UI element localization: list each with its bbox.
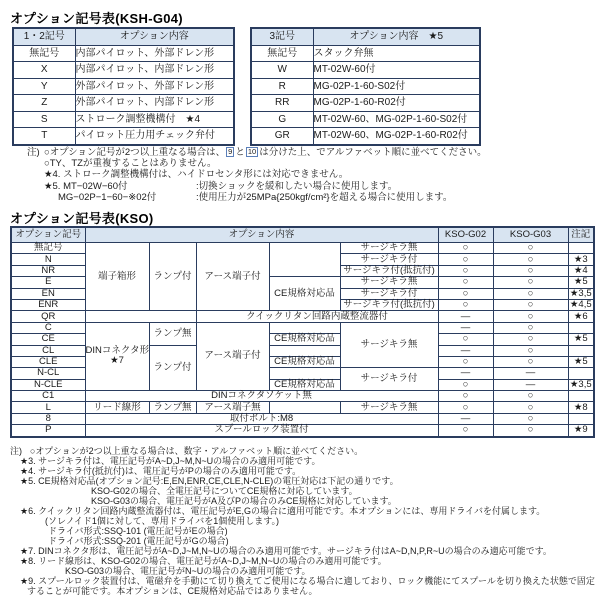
blank-cell bbox=[269, 368, 340, 379]
ksh-notes bbox=[27, 147, 487, 203]
din-connector-label: DINコネクタ形 bbox=[85, 345, 150, 357]
earth-terminal-cell: アース端子無 bbox=[196, 402, 269, 413]
kso-note-cell bbox=[568, 243, 594, 254]
note-line: ★3. サージキラ付は、電圧記号がA~D,J~M,N~Uの場合のみ適用可能です。 bbox=[20, 456, 321, 466]
kso-symbol-cell: CLE bbox=[11, 356, 85, 367]
content-cell: MT-02W-60、MG-02P-1-60-R02付 bbox=[313, 128, 480, 145]
kso-g03-cell: ○ bbox=[493, 322, 568, 333]
kso-symbol-cell: 8 bbox=[11, 413, 85, 424]
kso-note-cell: ★3,5 bbox=[568, 288, 594, 299]
note-line: ドライバ形式:SSQ-201 (電圧記号がGの場合) bbox=[48, 536, 229, 546]
note-line: ★6. クイックリタン回路内蔵整流器付は、電圧記号がE,Gの場合に適用可能です。本オプションには、専用ドライバを付属します。 bbox=[20, 506, 546, 516]
kso-table-title: オプション記号表(KSO) bbox=[10, 211, 154, 226]
symbol-cell: 無記号 bbox=[13, 45, 75, 62]
note-text: :切換ショックを緩和したい場合に使用します。 bbox=[196, 180, 398, 192]
note-line: ★7. DINコネクタ形は、電圧記号がA~D,J~M,N~Uの場合のみ適用可能です。サージキラ付はA~D,N,P,R~Uの場合のみ適応可能です。 bbox=[20, 546, 552, 556]
table-row bbox=[13, 62, 234, 79]
kso-g03-cell: ― bbox=[493, 368, 568, 379]
table-row bbox=[11, 402, 594, 413]
kso-note-cell bbox=[568, 391, 594, 402]
note-prefix: 注) bbox=[10, 446, 22, 456]
ksh2-header-content: オプション内容 ★5 bbox=[313, 28, 480, 45]
kso-symbol-cell: C1 bbox=[11, 391, 85, 402]
note-line: ドライバ形式:SSQ-101 (電圧記号がEの場合) bbox=[48, 526, 228, 536]
surge-killer-cell: サージキラ付 bbox=[340, 254, 438, 265]
note-label: MG−02P−1−60−※02付 bbox=[58, 191, 157, 203]
table-row bbox=[13, 78, 234, 95]
body-type-cell: 端子箱形 bbox=[85, 243, 149, 311]
blank-cell bbox=[269, 345, 340, 356]
content-cell: MT-02W-60、MG-02P-1-60-S02付 bbox=[313, 111, 480, 128]
note-line: ★4. ストローク調整機構付は、ハイドロセンタ形には対応できません。 bbox=[44, 169, 349, 181]
table-row bbox=[11, 425, 594, 437]
lamp-cell: ランプ無 bbox=[149, 322, 196, 345]
note-line: することが可能です。本オプションは、CE規格対応品ではありません。 bbox=[27, 586, 318, 596]
symbol-cell: RR bbox=[251, 95, 313, 112]
lamp-cell: ランプ付 bbox=[149, 243, 196, 311]
ksh2-header-symbol: 3記号 bbox=[251, 28, 313, 45]
surge-killer-cell: サージキラ付(抵抗付) bbox=[340, 299, 438, 310]
kso-header-note: 注記 bbox=[568, 227, 594, 243]
kso-header-g02: KSO-G02 bbox=[438, 227, 493, 243]
kso-g02-cell: ○ bbox=[438, 379, 493, 390]
body-type-cell: リード線形 bbox=[85, 402, 149, 413]
symbol-cell: G bbox=[251, 111, 313, 128]
din-socket-none-cell: DINコネクタソケット無 bbox=[85, 391, 438, 402]
kso-symbol-cell: ENR bbox=[11, 299, 85, 310]
table-row bbox=[13, 95, 234, 112]
blank-cell bbox=[269, 322, 340, 333]
ksh1-header-content: オプション内容 bbox=[75, 28, 234, 45]
table-row bbox=[251, 111, 480, 128]
note-line bbox=[44, 181, 487, 192]
blank-cell bbox=[269, 243, 340, 277]
lamp-cell: ランプ付 bbox=[149, 345, 196, 391]
kso-header-symbol: オプション記号 bbox=[11, 227, 85, 243]
kso-symbol-cell: E bbox=[11, 277, 85, 288]
kso-g02-cell: ○ bbox=[438, 243, 493, 254]
spool-lock-cell: スプールロック装置付 bbox=[85, 425, 438, 437]
kso-symbol-cell: 無記号 bbox=[11, 243, 85, 254]
kso-note-cell bbox=[568, 413, 594, 424]
kso-note-cell: ★5 bbox=[568, 277, 594, 288]
kso-note-cell: ★3 bbox=[568, 254, 594, 265]
content-cell: スタック弁無 bbox=[313, 45, 480, 62]
kso-header-content: オプション内容 bbox=[85, 227, 438, 243]
note-line: ★5. CE規格対応品(オプション記号:E,EN,ENR,CE,CLE,N-CLE)の電圧対応は下記の通りです。 bbox=[20, 476, 399, 486]
lamp-cell: ランプ無 bbox=[149, 402, 196, 413]
ksh-table-title: オプション記号表(KSH-G04) bbox=[10, 11, 183, 26]
blank-cell bbox=[269, 402, 340, 413]
kso-note-cell bbox=[568, 345, 594, 356]
table-row bbox=[251, 128, 480, 145]
earth-terminal-cell: アース端子付 bbox=[196, 243, 269, 311]
kso-note-cell bbox=[568, 322, 594, 333]
symbol-cell: GR bbox=[251, 128, 313, 145]
kso-g03-cell: ○ bbox=[493, 277, 568, 288]
note-text: :使用圧力が25MPa{250kgf/cm²}を超える場合に使用します。 bbox=[196, 191, 453, 203]
table-row bbox=[13, 111, 234, 128]
boxed-number-9: 9 bbox=[228, 147, 233, 156]
note-line: (ソレノイド1個に対して、専用ドライバを1個使用します。) bbox=[45, 516, 279, 526]
kso-g02-cell: ― bbox=[438, 311, 493, 322]
kso-g02-cell: ○ bbox=[438, 425, 493, 437]
kso-g03-cell: ○ bbox=[493, 402, 568, 413]
kso-g03-cell: ○ bbox=[493, 288, 568, 299]
kso-note-cell: ★5 bbox=[568, 334, 594, 345]
kso-symbol-cell: L bbox=[11, 402, 85, 413]
kso-g03-cell: ○ bbox=[493, 425, 568, 437]
table-row bbox=[11, 311, 594, 322]
kso-g02-cell: ○ bbox=[438, 391, 493, 402]
symbol-cell: S bbox=[13, 111, 75, 128]
table-header-row bbox=[251, 28, 480, 45]
note-text: ○オプション記号が2つ以上重なる場合は、 bbox=[44, 147, 226, 158]
note-text: は分けた上、でアルファベット順に並べてください。 bbox=[259, 147, 487, 158]
kso-g03-cell: ○ bbox=[493, 345, 568, 356]
surge-killer-cell: サージキラ無 bbox=[340, 322, 438, 368]
kso-note-cell: ★6 bbox=[568, 311, 594, 322]
kso-g03-cell: ○ bbox=[493, 413, 568, 424]
kso-g02-cell: ○ bbox=[438, 356, 493, 367]
ksh1-header-symbol: 1・2記号 bbox=[13, 28, 75, 45]
kso-g03-cell: ― bbox=[493, 379, 568, 390]
kso-option-table bbox=[10, 226, 595, 438]
surge-killer-cell: サージキラ付(抵抗付) bbox=[340, 265, 438, 276]
symbol-cell: W bbox=[251, 62, 313, 79]
symbol-cell: T bbox=[13, 128, 75, 145]
kso-g03-cell: ○ bbox=[493, 356, 568, 367]
table-header-row bbox=[11, 227, 594, 243]
content-cell: MG-02P-1-60-R02付 bbox=[313, 95, 480, 112]
kso-g03-cell: ○ bbox=[493, 265, 568, 276]
kso-note-cell: ★4 bbox=[568, 265, 594, 276]
note-prefix: 注) bbox=[27, 147, 40, 158]
symbol-cell: 無記号 bbox=[251, 45, 313, 62]
ce-standard-cell: CE規格対応品 bbox=[269, 334, 340, 345]
table-row bbox=[251, 78, 480, 95]
table-row bbox=[11, 243, 594, 254]
surge-killer-cell: サージキラ付 bbox=[340, 368, 438, 391]
kso-symbol-cell: EN bbox=[11, 288, 85, 299]
note-line: KSO-G03の場合、電圧記号がN~Uの場合のみ適用可能です。 bbox=[65, 566, 311, 576]
content-cell: 内部パイロット、内部ドレン形 bbox=[75, 62, 234, 79]
symbol-cell: Z bbox=[13, 95, 75, 112]
ce-standard-cell: CE規格対応品 bbox=[269, 356, 340, 367]
kso-note-cell: ★3,5 bbox=[568, 379, 594, 390]
ce-standard-cell: CE規格対応品 bbox=[269, 379, 340, 390]
kso-g02-cell: ― bbox=[438, 413, 493, 424]
kso-symbol-cell: CL bbox=[11, 345, 85, 356]
note-line: ★8. リード線形は、KSO-G02の場合、電圧記号がA~D,J~M,N~Uの場合のみ適用可能です。 bbox=[20, 556, 387, 566]
kso-note-cell: ★9 bbox=[568, 425, 594, 437]
table-row bbox=[11, 322, 594, 333]
ksh-option-table-1 bbox=[12, 27, 235, 146]
kso-g02-cell: ○ bbox=[438, 402, 493, 413]
kso-symbol-cell: CE bbox=[11, 334, 85, 345]
content-cell: 外部パイロット、外部ドレン形 bbox=[75, 78, 234, 95]
kso-g03-cell: ○ bbox=[493, 243, 568, 254]
kso-g03-cell: ○ bbox=[493, 254, 568, 265]
content-cell: MG-02P-1-60-S02付 bbox=[313, 78, 480, 95]
note-label: ★5. MT−02W−60付 bbox=[44, 180, 128, 192]
note-line bbox=[10, 446, 595, 456]
kso-symbol-cell: P bbox=[11, 425, 85, 437]
surge-killer-cell: サージキラ付 bbox=[340, 288, 438, 299]
content-cell: MT-02W-60付 bbox=[313, 62, 480, 79]
body-type-cell bbox=[85, 322, 149, 390]
din-connector-note-ref: ★7 bbox=[110, 355, 124, 367]
kso-g02-cell: ○ bbox=[438, 334, 493, 345]
kso-note-cell: ★8 bbox=[568, 402, 594, 413]
kso-notes bbox=[10, 446, 595, 596]
kso-symbol-cell: NR bbox=[11, 265, 85, 276]
kso-note-cell: ★4,5 bbox=[568, 299, 594, 310]
kso-g03-cell: ○ bbox=[493, 299, 568, 310]
symbol-cell: X bbox=[13, 62, 75, 79]
note-line: KSO-G03の場合、電圧記号がA及びPの場合のみCE規格に対応しています。 bbox=[91, 496, 397, 506]
kso-symbol-cell: N-CL bbox=[11, 368, 85, 379]
kso-g03-cell: ○ bbox=[493, 334, 568, 345]
surge-killer-cell: サージキラ無 bbox=[340, 402, 438, 413]
note-text: ○オプションが2つ以上重なる場合は、数字・アルファベット順に並べてください。 bbox=[30, 446, 364, 456]
kso-g02-cell: ○ bbox=[438, 299, 493, 310]
table-row bbox=[13, 45, 234, 62]
kso-symbol-cell: N-CLE bbox=[11, 379, 85, 390]
table-row bbox=[11, 391, 594, 402]
kso-g03-cell: ○ bbox=[493, 391, 568, 402]
table-row bbox=[251, 45, 480, 62]
kso-g02-cell: ○ bbox=[438, 277, 493, 288]
symbol-cell: R bbox=[251, 78, 313, 95]
kso-g02-cell: ― bbox=[438, 368, 493, 379]
kso-g02-cell: ○ bbox=[438, 254, 493, 265]
earth-terminal-cell: アース端子付 bbox=[196, 322, 269, 390]
note-line: ○TY、TZが重複することはありません。 bbox=[44, 158, 217, 170]
table-row bbox=[13, 128, 234, 145]
table-row bbox=[251, 95, 480, 112]
kso-note-cell: ★5 bbox=[568, 356, 594, 367]
kso-g02-cell: ― bbox=[438, 345, 493, 356]
surge-killer-cell: サージキラ無 bbox=[340, 277, 438, 288]
note-line: ★9. スプールロック装置付は、電磁弁を手動にて切り換えてご使用になる場合に適しており、ロック機能にてスプールを切り換えた状態で固定 bbox=[20, 576, 595, 586]
kso-g03-cell: ○ bbox=[493, 311, 568, 322]
note-line bbox=[27, 147, 487, 158]
ce-standard-cell: CE規格対応品 bbox=[269, 277, 340, 311]
content-cell: パイロット圧力用チェック弁付 bbox=[75, 128, 234, 145]
kso-header-g03: KSO-G03 bbox=[493, 227, 568, 243]
ksh-option-table-2 bbox=[250, 27, 481, 146]
content-cell: 内部パイロット、外部ドレン形 bbox=[75, 45, 234, 62]
kso-g02-cell: ○ bbox=[438, 288, 493, 299]
table-header-row bbox=[13, 28, 234, 45]
note-line bbox=[58, 192, 487, 203]
boxed-number-10: 10 bbox=[247, 147, 257, 156]
kso-symbol-cell: N bbox=[11, 254, 85, 265]
symbol-cell: Y bbox=[13, 78, 75, 95]
kso-g02-cell: ― bbox=[438, 322, 493, 333]
table-row bbox=[251, 62, 480, 79]
blank-cell bbox=[85, 311, 196, 322]
note-line: ★4. サージキラ付(抵抗付)は、電圧記号がPの場合のみ適用可能です。 bbox=[20, 466, 302, 476]
kso-symbol-cell: C bbox=[11, 322, 85, 333]
kso-g02-cell: ○ bbox=[438, 265, 493, 276]
kso-note-cell bbox=[568, 368, 594, 379]
mounting-bolt-cell: 取付ボルト:M8 bbox=[85, 413, 438, 424]
content-cell: ストローク調整機構付 ★4 bbox=[75, 111, 234, 128]
note-line: KSO-G02の場合、全電圧記号についてCE規格に対応しています。 bbox=[91, 486, 358, 496]
content-cell: 外部パイロット、内部ドレン形 bbox=[75, 95, 234, 112]
quick-return-cell: クイックリタン回路内蔵整流器付 bbox=[196, 311, 438, 322]
surge-killer-cell: サージキラ無 bbox=[340, 243, 438, 254]
kso-symbol-cell: QR bbox=[11, 311, 85, 322]
note-text: と bbox=[235, 147, 245, 158]
